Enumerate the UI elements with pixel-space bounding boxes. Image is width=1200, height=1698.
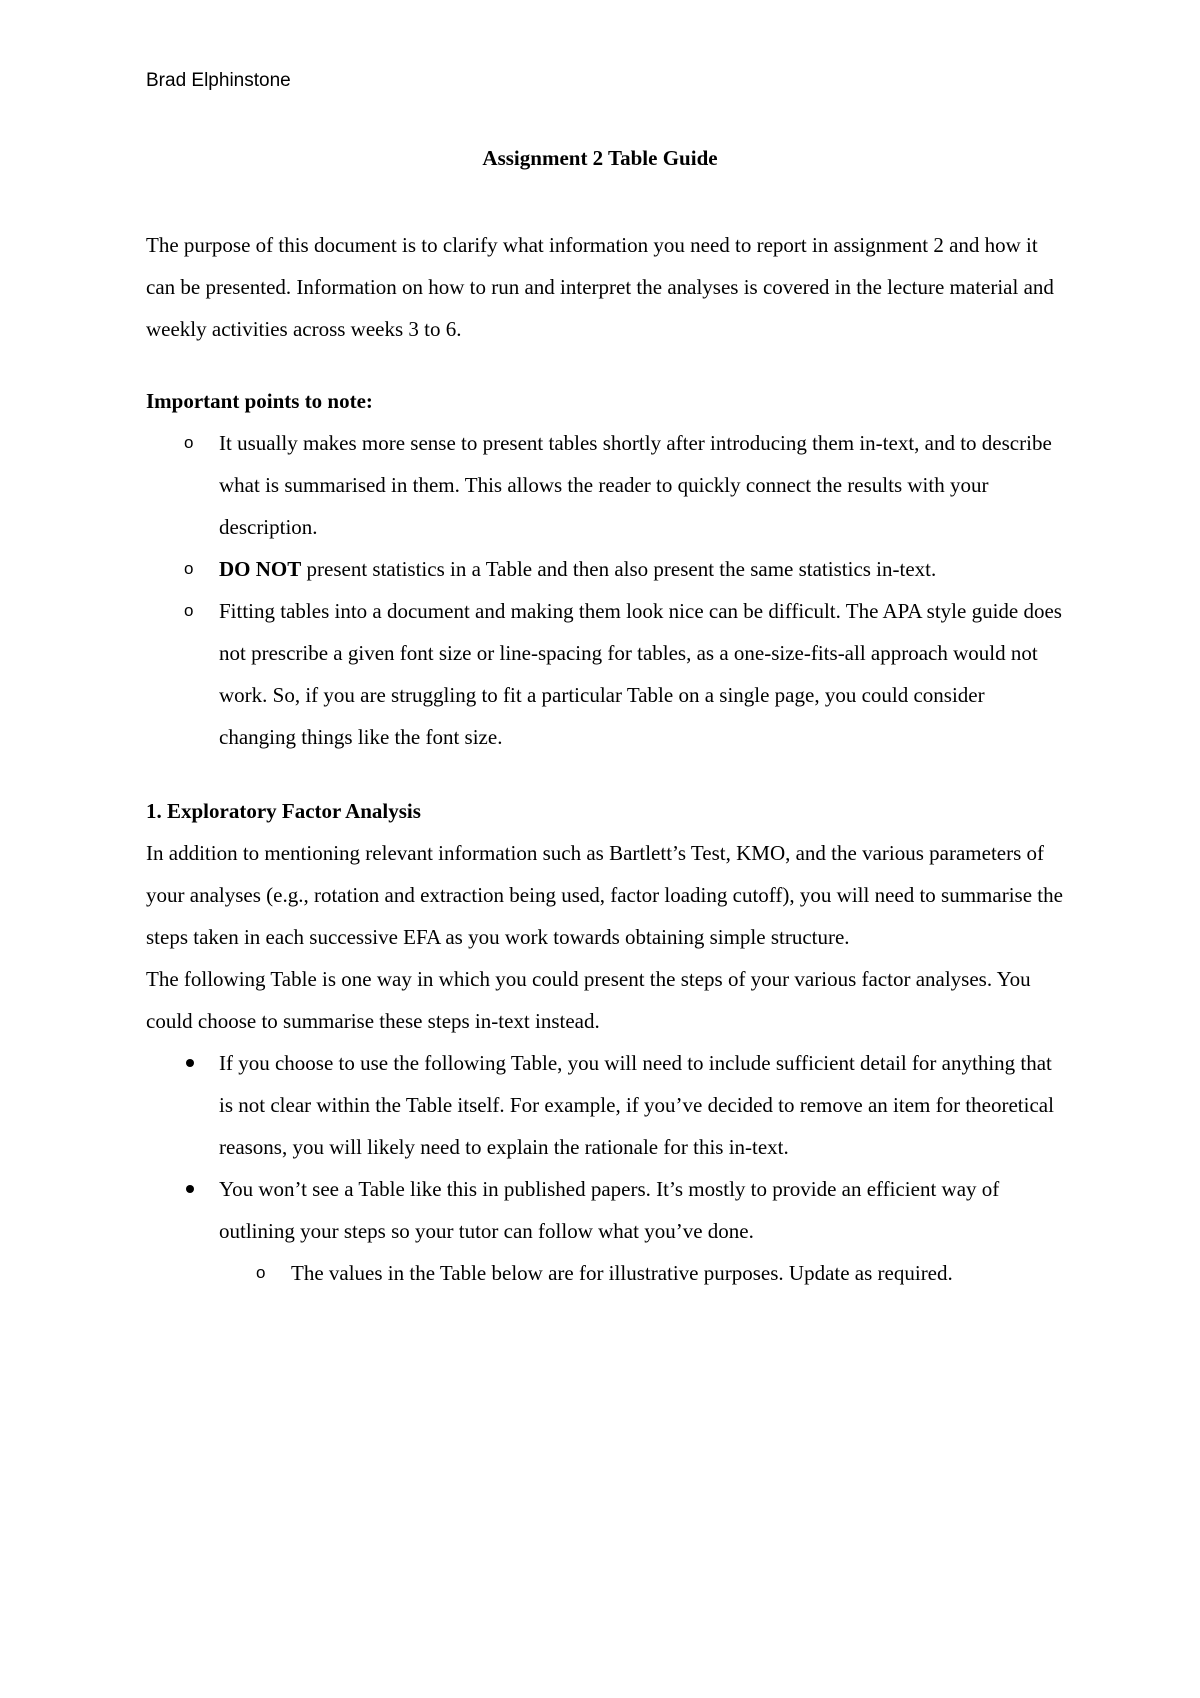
list-item	[146, 1252, 1066, 1294]
list-item	[146, 590, 1066, 758]
o-bullet-icon: o	[184, 433, 194, 452]
list-item	[146, 1168, 1066, 1252]
list-item-text: If you choose to use the following Table, you will need to include sufficient detail for anything that is not clear within the Table itself. For example, if you’ve decided to remove an item for theoretical reasons, you will likely need to explain the rationale for this in-text.	[219, 1051, 1054, 1159]
header-author: Brad Elphinstone	[146, 70, 291, 91]
spacer	[146, 758, 1066, 790]
efa-bullet-list	[146, 1042, 1066, 1252]
list-item-text: The values in the Table below are for illustrative purposes. Update as required.	[291, 1261, 953, 1285]
emphasis-text: DO NOT	[219, 557, 302, 581]
important-heading: Important points to note:	[146, 389, 373, 413]
important-list	[146, 422, 1066, 758]
list-item	[146, 548, 1066, 590]
bullet-dot-icon	[186, 1185, 194, 1193]
list-item-text: It usually makes more sense to present tables shortly after introducing them in-text, and to describe what is summarised in them. This allows the reader to quickly connect the results with your description.	[219, 431, 1052, 539]
list-item-text: present statistics in a Table and then also present the same statistics in-text.	[301, 557, 937, 581]
list-item	[146, 422, 1066, 548]
document-body	[146, 224, 1066, 1294]
o-bullet-icon: o	[184, 559, 194, 578]
list-item-text: You won’t see a Table like this in published papers. It’s mostly to provide an efficient way of outlining your steps so your tutor can follow what you’ve done.	[219, 1177, 1000, 1243]
list-item	[146, 1042, 1066, 1168]
efa-heading: 1. Exploratory Factor Analysis	[146, 799, 421, 823]
efa-paragraph-2: The following Table is one way in which you could present the steps of your various factor analyses. You could choose to summarise these steps in-text instead.	[146, 967, 1031, 1033]
o-bullet-icon: o	[256, 1263, 266, 1282]
efa-sub-list	[146, 1252, 1066, 1294]
list-item-text: Fitting tables into a document and making them look nice can be difficult. The APA style guide does not prescribe a given font size or line-spacing for tables, as a one-size-fits-all approach would not work. So, if you are struggling to fit a particular Table on a single page, you could consider changing things like the font size.	[219, 599, 1062, 749]
bullet-dot-icon	[186, 1059, 194, 1067]
o-bullet-icon: o	[184, 601, 194, 620]
intro-paragraph: The purpose of this document is to clarify what information you need to report in assignment 2 and how it can be presented. Information on how to run and interpret the analyses is covered in the lecture material and weekly activities across weeks 3 to 6.	[146, 233, 1054, 341]
efa-paragraph-1: In addition to mentioning relevant information such as Bartlett’s Test, KMO, and the various parameters of your analyses (e.g., rotation and extraction being used, factor loading cutoff), you will need to summarise the steps taken in each successive EFA as you work towards obtaining simple structure.	[146, 841, 1063, 949]
document-title: Assignment 2 Table Guide	[482, 146, 718, 170]
spacer	[146, 350, 1066, 380]
